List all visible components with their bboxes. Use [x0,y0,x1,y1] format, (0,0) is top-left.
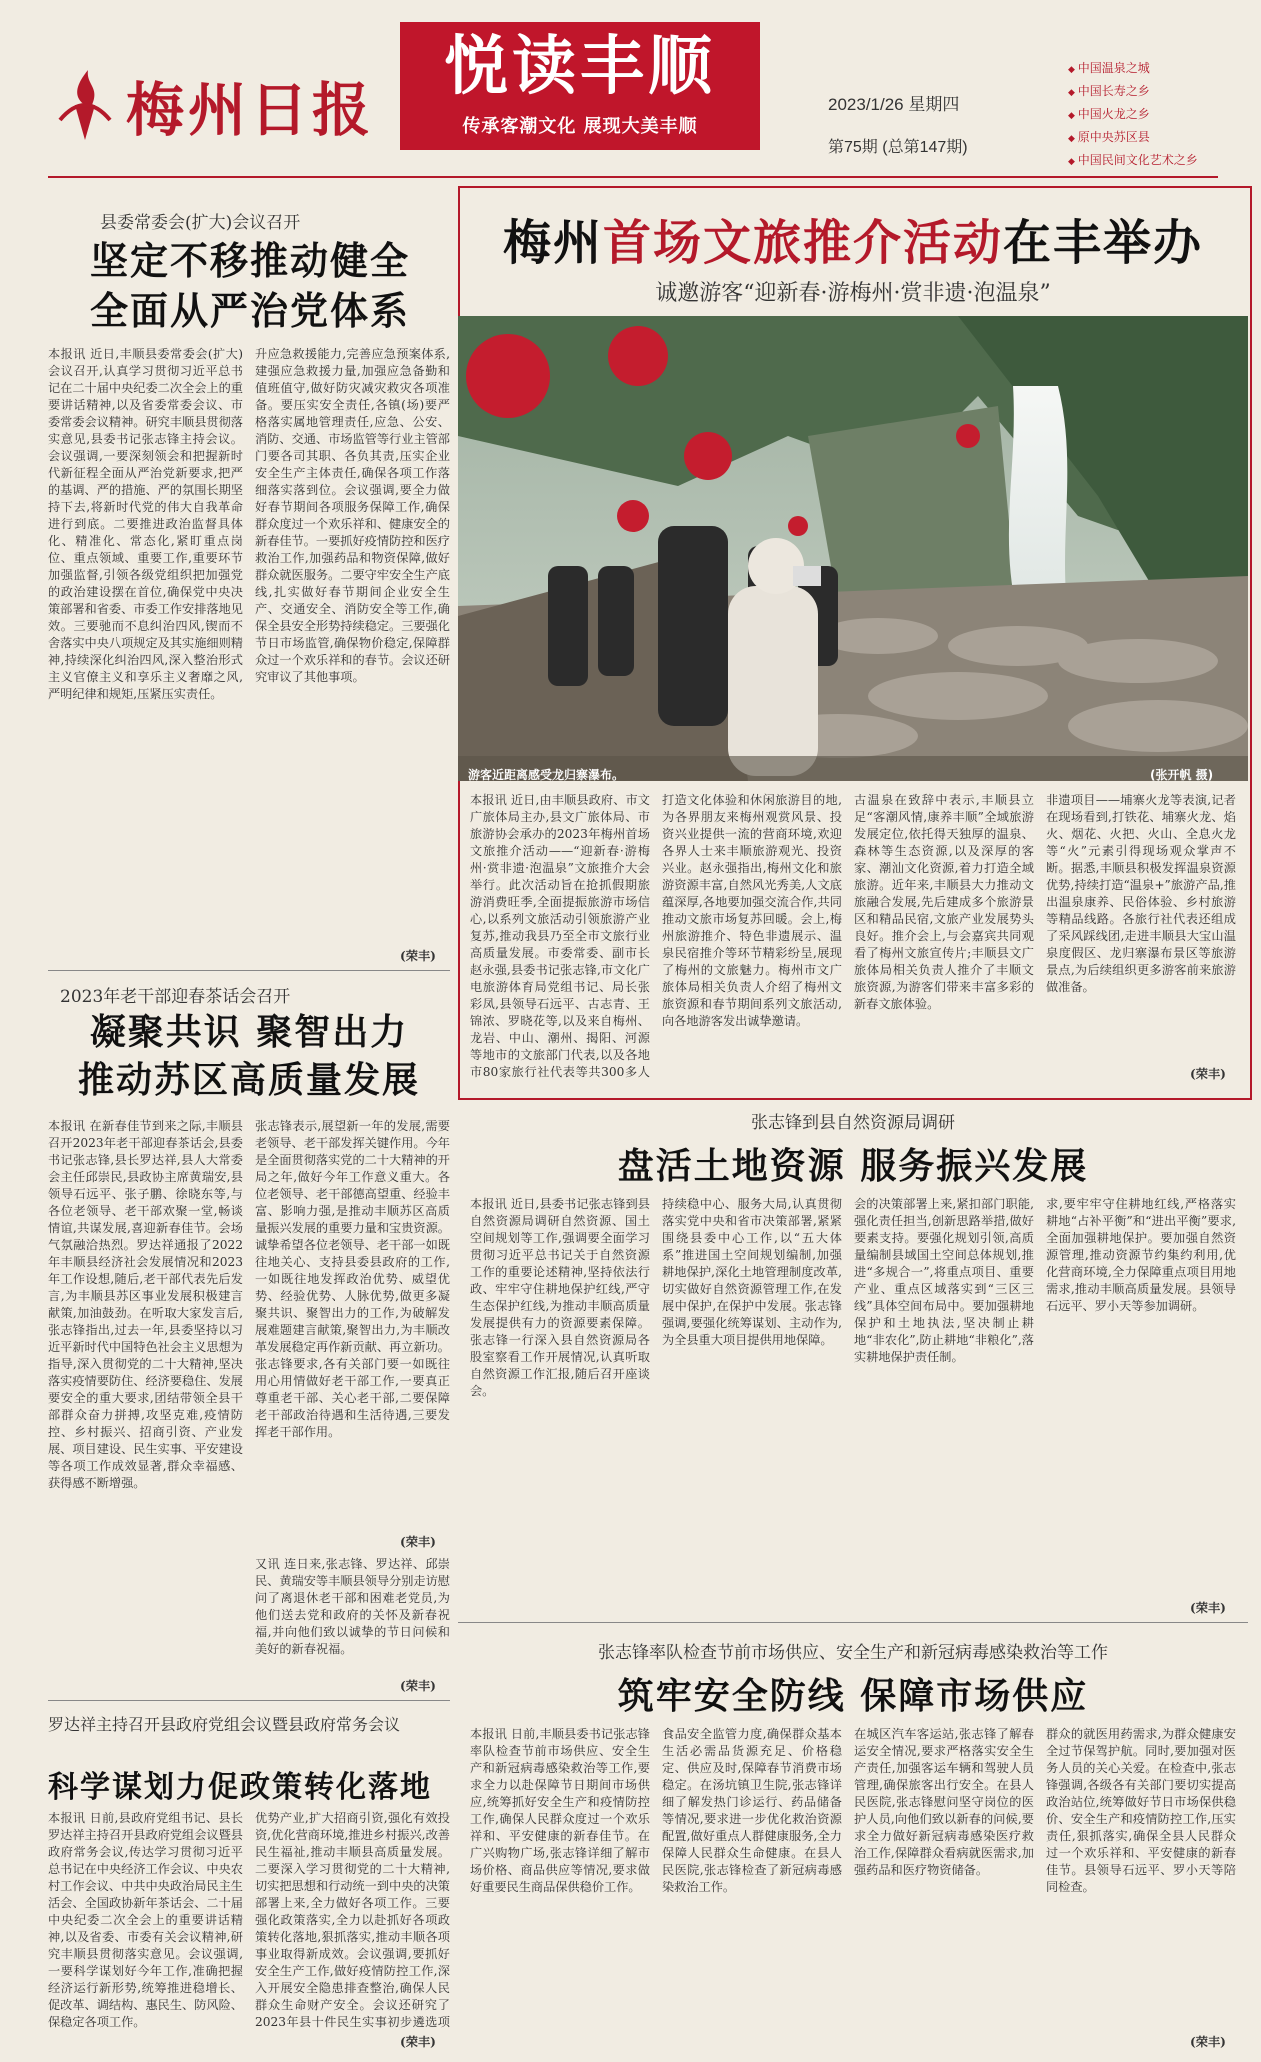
issue-date: 2023/1/26 星期四 [828,95,960,114]
hero-col2: 打造文化体验和休闲旅游目的地,为各界朋友来梅州观赏风景、投资兴业提供一流的营商环境,欢迎各界人士来丰顺旅游观光、投资兴业。赵永强指出,梅州文化和旅游资源丰富,自然风光秀美,人文底蕴深厚,各地要加强交流合作,共同推动文旅市场复苏回暖。会上,梅州旅游推介、特色非遗展示、温泉民宿推介等环节精彩纷呈,展现了梅州的文旅魅力。梅州市文广旅体局相关负责人介绍了梅州文旅资源和春节期间系列文旅活动,向各地游客发出诚挚邀请。 [662,793,842,1028]
hero-col1: 本报讯 近日,由丰顺县政府、市文广旅体局主办,县文广旅体局、市旅游协会承办的2023年梅州首场文旅推介活动——“迎新春·游梅州·赏非遗·泡温泉”文旅推介大会举行。此次活动旨在抢抓假期旅游消费旺季,全面提振旅游市场信心,以系列文旅活动引领旅游产业复苏,推动我县乃至全市文旅行业高质量发展。市委常委、副市长赵永强,县委书记张志锋,市文化广电旅游体育局党组书记、局长张彩凤,县领导石远平、古志青、王锦浓、罗晓花等,以及来自梅州、龙岩、中山、潮州、揭阳、河源等地市的文旅部门代表,以及各地市80家旅行社代表等共300多人 [470,793,650,1079]
divider [458,1622,1248,1623]
hero-title: 梅州首场文旅推介活动在丰举办 [502,215,1204,271]
county-tag: ◆ 中国长寿之乡 [1068,81,1198,104]
hero-subtitle: 诚邀游客“迎新春·游梅州·赏非遗·泡温泉” [655,281,1051,306]
article5-col4: 群众的就医用药需求,为群众健康安全过节保驾护航。同时,要加强对医务人员的关心关爱。在检查中,张志锋强调,各级各有关部门要切实提高政治站位,统筹做好节日市场保供稳价、安全生产和疫情防控工作,压实责任,狠抓落实,确保全县人民群众过一个欢乐祥和、平安健康的新春佳节。县领导石远平、罗小天等陪同检查。 [1046,1727,1236,1894]
article3-title: 科学谋划力促政策转化落地 [48,1770,432,1805]
paper-name: 梅州日报 [126,76,375,144]
waterfall-photo [458,316,1248,781]
article2-col2: 张志锋表示,展望新一年的发展,需要老领导、老干部发挥关键作用。今年是全面贯彻落实党的二十大精神的开局之年,做好今年工作意义重大。各位老领导、老干部德高望重、经验丰富、影响力强,是推动丰顺苏区高质量振兴发展的重要力量和宝贵资源。诚挚希望各位老领导、老干部一如既往地关心、支持县委县政府的工作,一如既往地发挥政治优势、威望优势、经验优势、人脉优势,做更多凝聚共识、聚智出力的工作,为破解发展难题建言献策,聚智出力,为丰顺改革发展稳定再作新贡献、再立新功。张志锋要求,各有关部门要一如既往用心用情做好老干部工作,一要真正尊重老干部、关心老干部,二要保障老干部政治待遇和生活待遇,三要发挥老干部作用。 [255,1119,450,1439]
article1-kicker: 县委常委会(扩大)会议召开 [100,213,301,233]
article5-title: 筑牢安全防线 保障市场供应 [617,1675,1089,1717]
article5-credit: (荣丰) [1190,2035,1226,2049]
article3-col1: 本报讯 日前,县政府党组书记、县长罗达祥主持召开县政府党组会议暨县政府常务会议,传达学习贯彻习近平总书记在中央经济工作会议、中央农村工作会议、中共中央政治局民主生活会、全国政协新年茶话会、二十届中央纪委二次全会上的重要讲话精神,以及省委、市委有关会议精神,研究丰顺县贯彻落实意见。会议强调,一要科学谋划好今年工作,准确把握经济运行新形势,统筹推进稳增长、促改革、调结构、惠民生、防风险、保稳定各项工作。 [48,1811,243,2029]
article3-col2: 优势产业,扩大招商引资,强化有效投资,优化营商环境,推进乡村振兴,改善民生福祉,推动丰顺县高质量发展。二要深入学习贯彻党的二十大精神,切实把思想和行动统一到中央的决策部署上来,全力做好各项工作。三要强化政策落实,全力以赴抓好各项政策转化落地,狠抓落实,推动丰顺各项事业取得新成效。会议强调,要抓好安全生产工作,做好疫情防控工作,深入开展安全隐患排查整治,确保人民群众生命财产安全。会议还研究了2023年县十件民生实事初步遴选项 [255,1811,450,2029]
county-tags [1068,58,1198,173]
article2-kicker: 2023年老干部迎春茶话会召开 [60,987,291,1007]
hero-col4: 非遗项目——埔寨火龙等表演,记者在现场看到,打铁花、埔寨火龙、焰火、烟花、火把、火山、全息火龙等“火”元素引得现场观众掌声不断。据悉,丰顺县积极发挥温泉资源优势,持续打造“温泉+”旅游产品,推出温泉康养、民俗体验、乡村旅游等精品线路。各旅行社代表还组成了采风踩线团,走进丰顺县大宝山温泉度假区、龙归寨瀑布景区等旅游景点,为后续组织更多游客前来旅游做准备。 [1046,793,1236,994]
article4-col2: 持续稳中心、服务大局,认真贯彻落实党中央和省市决策部署,紧紧围绕县委中心工作,以“五大体系”推进国土空间规划编制,加强耕地保护,深化土地管理制度改革,切实做好自然资源管理工作,在发展中保护,在保护中发展。张志锋强调,要强化统筹谋划、主动作为,为全县重大项目提供用地保障。 [662,1197,842,1347]
article4-title: 盘活土地资源 服务振兴发展 [617,1145,1089,1187]
article4-kicker: 张志锋到县自然资源局调研 [751,1113,955,1133]
photo-caption: 游客近距离感受龙归寨瀑布。 [468,768,625,782]
article2-title: 凝聚共识 聚智出力 推动苏区高质量发展 [77,1011,420,1101]
photo-credit: (张开帆 摄) [1150,768,1214,782]
torch-logo-icon [50,65,120,145]
article4-col3: 会的决策部署上来,紧扣部门职能,强化责任担当,创新思路举措,做好要素支持。要强化规划引领,高质量编制县域国土空间总体规划,推进“多规合一”,将重点项目、重要产业、重点区域落实到“三区三线”具体空间布局中。要加强耕地保护和土地执法,坚决制止耕地“非农化”,防止耕地“非粮化”,落实耕地保护责任制。 [854,1197,1034,1364]
county-tag: ◆ 原中央苏区县 [1068,127,1198,150]
article5-col1: 本报讯 日前,丰顺县委书记张志锋率队检查节前市场供应、安全生产和新冠病毒感染救治等工作,要求全力以赴保障节日期间市场供应,统筹抓好安全生产和疫情防控工作,确保人民群众度过一个欢乐祥和、平安健康的新春佳节。在广兴购物广场,张志锋详细了解市场价格、商品供应等情况,要求做好重要民生商品保供稳价工作。 [470,1727,650,1894]
county-tag: ◆ 中国民间文化艺术之乡 [1068,150,1198,173]
banner-slogan: 传承客潮文化 展现大美丰顺 [462,116,698,137]
section-banner [400,22,760,150]
article4-credit: (荣丰) [1190,1601,1226,1615]
divider [48,1700,450,1701]
article4-col1: 本报讯 近日,县委书记张志锋到县自然资源局调研自然资源、国土空间规划等工作,强调要全面学习贯彻习近平总书记关于自然资源工作的重要论述精神,坚持依法行政、牢牢守住耕地保护红线,严守生态保护红线,为推动丰顺高质量发展提供有力的资源要素保障。张志锋一行深入县自然资源局各股室察看工作开展情况,认真听取自然资源工作汇报,随后召开座谈会。 [470,1197,650,1398]
hero-photo [458,316,1248,781]
article2-credit2: (荣丰) [400,1679,436,1693]
article2-credit1: (荣丰) [400,1535,436,1549]
county-tag: ◆ 中国温泉之城 [1068,58,1198,81]
article5-col2: 食品安全监管力度,确保群众基本生活必需品货源充足、价格稳定、供应及时,保障春节消费市场稳定。在汤坑镇卫生院,张志锋详细了解发热门诊运行、药品储备等情况,要求进一步优化救治资源配置,做好重点人群健康服务,全力保障人民群众生命健康。在县人民医院,张志锋检查了新冠病毒感染救治工作。 [662,1727,842,1894]
article4-col4: 求,要牢牢守住耕地红线,严格落实耕地“占补平衡”和“进出平衡”要求,全面加强耕地保护。要加强自然资源管理,推动资源节约集约利用,优化营商环境,全力保障重点项目用地需求,推动丰顺高质量发展。县领导石远平、罗小天等参加调研。 [1046,1197,1236,1313]
hero-col3: 古温泉在致辞中表示,丰顺县立足“客潮风情,康养丰顺”全域旅游发展定位,依托得天独厚的温泉、森林等生态资源,以及深厚的客家、潮汕文化资源,着力打造全域旅游。近年来,丰顺县大力推动文旅融合发展,先后建成多个旅游景区和精品民宿,文旅产业发展势头良好。推介会上,与会嘉宾共同观看了梅州文旅宣传片;丰顺县文广旅体局相关负责人推介了丰顺文旅资源,为游客们带来丰富多彩的新春文旅体验。 [854,793,1034,1011]
article1-col2: 升应急救援能力,完善应急预案体系,建强应急救援力量,加强应急备勤和值班值守,做好防灾减灾救灾各项准备。要压实安全责任,各镇(场)要严格落实属地管理责任,应急、公安、消防、交通、市场监管等行业主管部门要各司其职、各负其责,压实企业安全生产主体责任,确保各项工作落细落实落到位。会议强调,要全力做好春节期间各项服务保障工作,确保群众度过一个欢乐祥和、健康安全的新春佳节。一要抓好疫情防控和医疗救治工作,加强药品和物资保障,做好群众就医服务。二要守牢安全生产底线,扎实做好春节期间企业安全生产、交通安全、消防安全等工作,确保全县安全形势持续稳定。三要强化节日市场监管,确保物价稳定,保障群众过一个欢乐祥和的春节。会议还研究审议了其他事项。 [255,347,450,684]
issue-number: 第75期 (总第147期) [828,139,968,156]
masthead-divider [48,176,1218,178]
hero-credit: (荣丰) [1190,1067,1226,1081]
article1-credit: (荣丰) [400,949,436,963]
county-tag: ◆ 中国火龙之乡 [1068,104,1198,127]
article3-credit: (荣丰) [400,2035,436,2049]
article1-title: 坚定不移推动健全 全面从严治党体系 [89,238,410,333]
article5-kicker: 张志锋率队检查节前市场供应、安全生产和新冠病毒感染救治等工作 [598,1643,1108,1663]
article2-col3: 又讯 连日来,张志锋、罗达祥、邱崇民、黄瑞安等丰顺县领导分别走访慰问了离退休老干部和困难老党员,为他们送去党和政府的关怀及新春祝福,并向他们致以诚挚的节日问候和美好的新春祝福。 [255,1557,450,1656]
banner-title: 悦读丰顺 [444,30,716,104]
masthead-logo [50,60,380,150]
article3-kicker: 罗达祥主持召开县政府党组会议暨县政府常务会议 [48,1715,401,1734]
article2-col1: 本报讯 在新春佳节到来之际,丰顺县召开2023年老干部迎春茶话会,县委书记张志锋,县长罗达祥,县人大常委会主任邱崇民,县政协主席黄瑞安,县领导石远平、张子鹏、徐晓东等,与各位老领导、老干部欢聚一堂,畅谈情谊,共谋发展,喜迎新春佳节。会场气氛融洽热烈。罗达祥通报了2022年丰顺县经济社会发展情况和2023年工作设想,随后,老干部代表先后发言,为丰顺县苏区事业发展积极建言献策,加油鼓劲。在听取大家发言后,张志锋指出,过去一年,县委坚持以习近平新时代中国特色社会主义思想为指导,深入贯彻党的二十大精神,坚决落实疫情要防住、经济要稳住、发展要安全的重大要求,团结带领全县干部群众奋力拼搏,攻坚克难,疫情防控、乡村振兴、招商引资、产业发展、项目建设、民生实事、平安建设等各项工作成效显著,群众幸福感、获得感不断增强。 [48,1119,243,1490]
divider [48,970,450,971]
article5-col3: 在城区汽车客运站,张志锋了解春运安全情况,要求严格落实安全生产责任,加强客运车辆和驾驶人员管理,确保旅客出行安全。在县人民医院,张志锋慰问坚守岗位的医护人员,向他们致以新春的问候,要求全力做好新冠病毒感染医疗救治工作,保障群众看病就医需求,加强药品和医疗物资储备。 [854,1727,1034,1877]
article1-col1: 本报讯 近日,丰顺县委常委会(扩大)会议召开,认真学习贯彻习近平总书记在二十届中央纪委二次全会上的重要讲话精神,以及省委常委会议、市委常委会议精神。研究丰顺县贯彻落实意见,县委书记张志锋主持会议。会议强调,一要深刻领会和把握新时代新征程全面从严治党新要求,把严的基调、严的措施、严的氛围长期坚持下去,将新时代党的伟大自我革命进行到底。二要推进政治监督具体化、精准化、常态化,紧盯重点岗位、重点领域、重要工作,重要环节加强监督,引领各级党组织把加强党的政治建设摆在首位,确保党中央决策部署和省委、市委工作安排落地见效。三要驰而不息纠治四风,锲而不舍落实中央八项规定及其实施细则精神,持续深化纠治四风,深入整治形式主义官僚主义和享乐主义奢靡之风,严明纪律和规矩,压紧压实责任。 [48,347,243,701]
